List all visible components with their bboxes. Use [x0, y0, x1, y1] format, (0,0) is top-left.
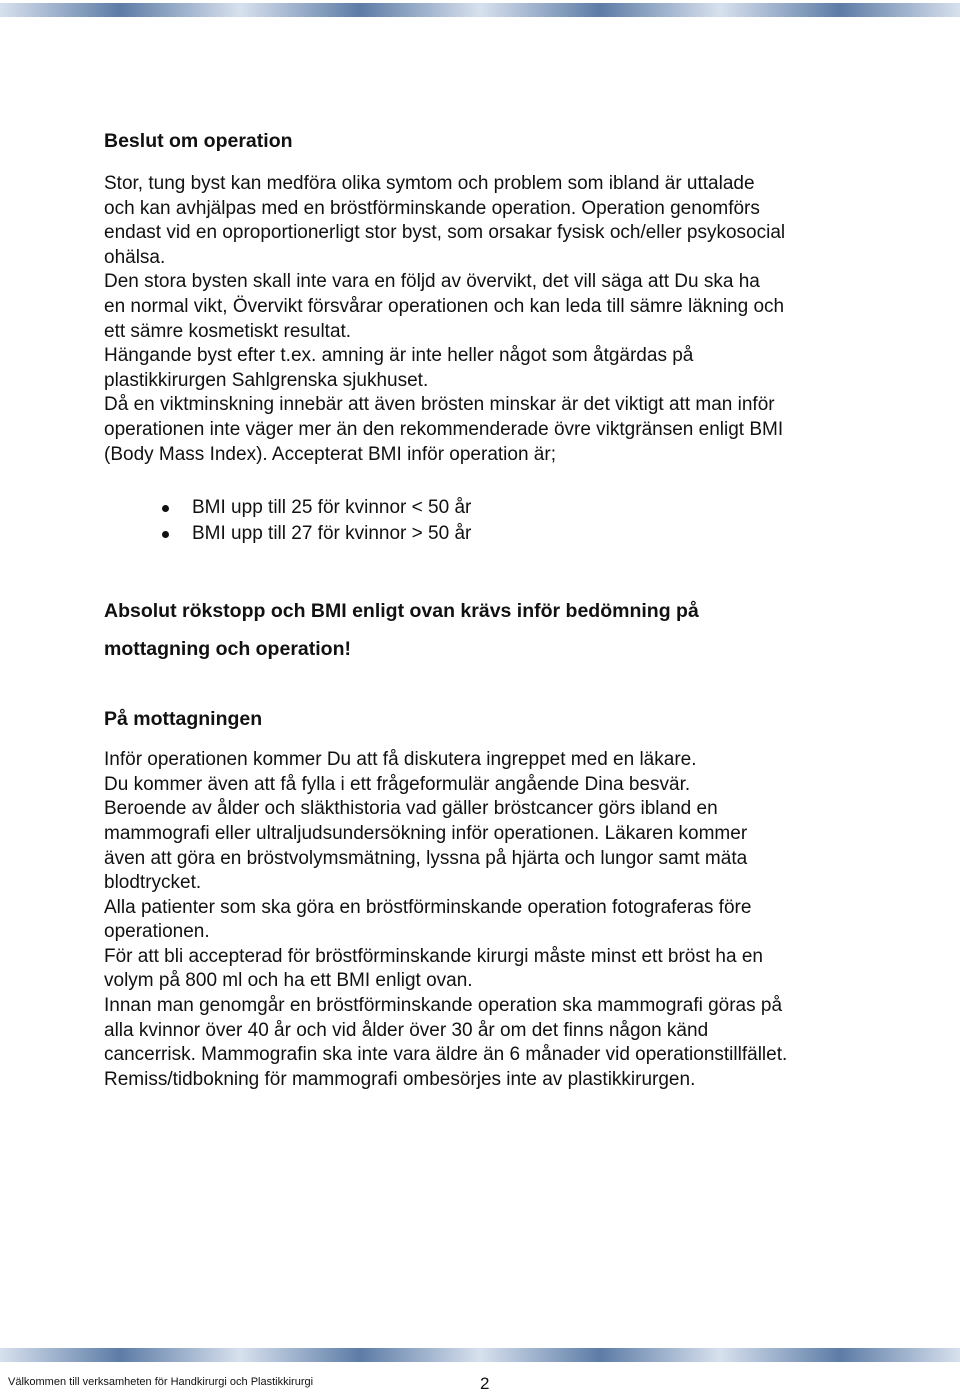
emphasis-notice: Absolut rökstopp och BMI enligt ovan krävs inför bedömning på mottagning och operation! [104, 600, 699, 660]
section-heading-beslut: Beslut om operation [104, 130, 293, 152]
section-paragraph-mottagningen: Inför operationen kommer Du att få diskutera ingreppet med en läkare. Du kommer även att få fylla i ett frågeformulär angående Dina besvär. Beroende av ålder och släkthistoria vad gäller bröstcancer görs ibland en mammografi eller ultraljudsundersökning inför operationen. Läkaren kommer även att göra en bröstvolymsmätning, lyssna på hjärta och lungor samt mäta blodtrycket. Alla patienter som ska göra en bröstförminskande operation fotograferas före operationen. För att bli accepterad för bröstförminskande kirurgi måste minst ett bröst ha en volym på 800 ml och ha ett BMI enligt ovan. Innan man genomgår en bröstförminskande operation ska mammografi göras på alla kvinnor över 40 år och vid ålder över 30 år om det finns någon känd cancerrisk. Mammografin ska inte vara äldre än 6 månader vid operationstillfället. Remiss/tidbokning för mammografi ombesörjes inte av plastikkirurgen. [104, 749, 788, 1090]
section-heading-mottagningen: På mottagningen [104, 708, 263, 731]
bullet-icon [162, 531, 169, 538]
bullet-icon [162, 505, 169, 512]
document-body [104, 126, 884, 1092]
footer-text: Välkommen till verksamheten för Handkirurgi och Plastikkirurgi [8, 1376, 314, 1388]
bmi-list [104, 495, 884, 547]
header-decorative-band [0, 3, 960, 17]
page-number: 2 [480, 1374, 490, 1393]
list-item: BMI upp till 27 för kvinnor > 50 år [104, 521, 884, 547]
list-item: BMI upp till 25 för kvinnor < 50 år [104, 495, 884, 521]
footer-decorative-band [0, 1348, 960, 1362]
section-paragraph-beslut: Stor, tung byst kan medföra olika symtom och problem som ibland är uttalade och kan avhjälpas med en bröstförminskande operation. Operation genomförs endast vid en oproportionerligt stor byst, som orsakar fysisk och/eller psykosocial ohälsa. Den stora bysten skall inte vara en följd av övervikt, det vill säga att Du ska ha en normal vikt, Övervikt försvårar operationen och kan leda till sämre läkning och ett sämre kosmetiskt resultat. Hängande byst efter t.ex. amning är inte heller något som åtgärdas på plastikkirurgen Sahlgrenska sjukhuset. Då en viktminskning innebär att även brösten minskar är det viktigt att man inför operationen inte väger mer än den rekommenderade övre viktgränsen enligt BMI (Body Mass Index). Accepterat BMI inför operation är; [104, 173, 786, 465]
